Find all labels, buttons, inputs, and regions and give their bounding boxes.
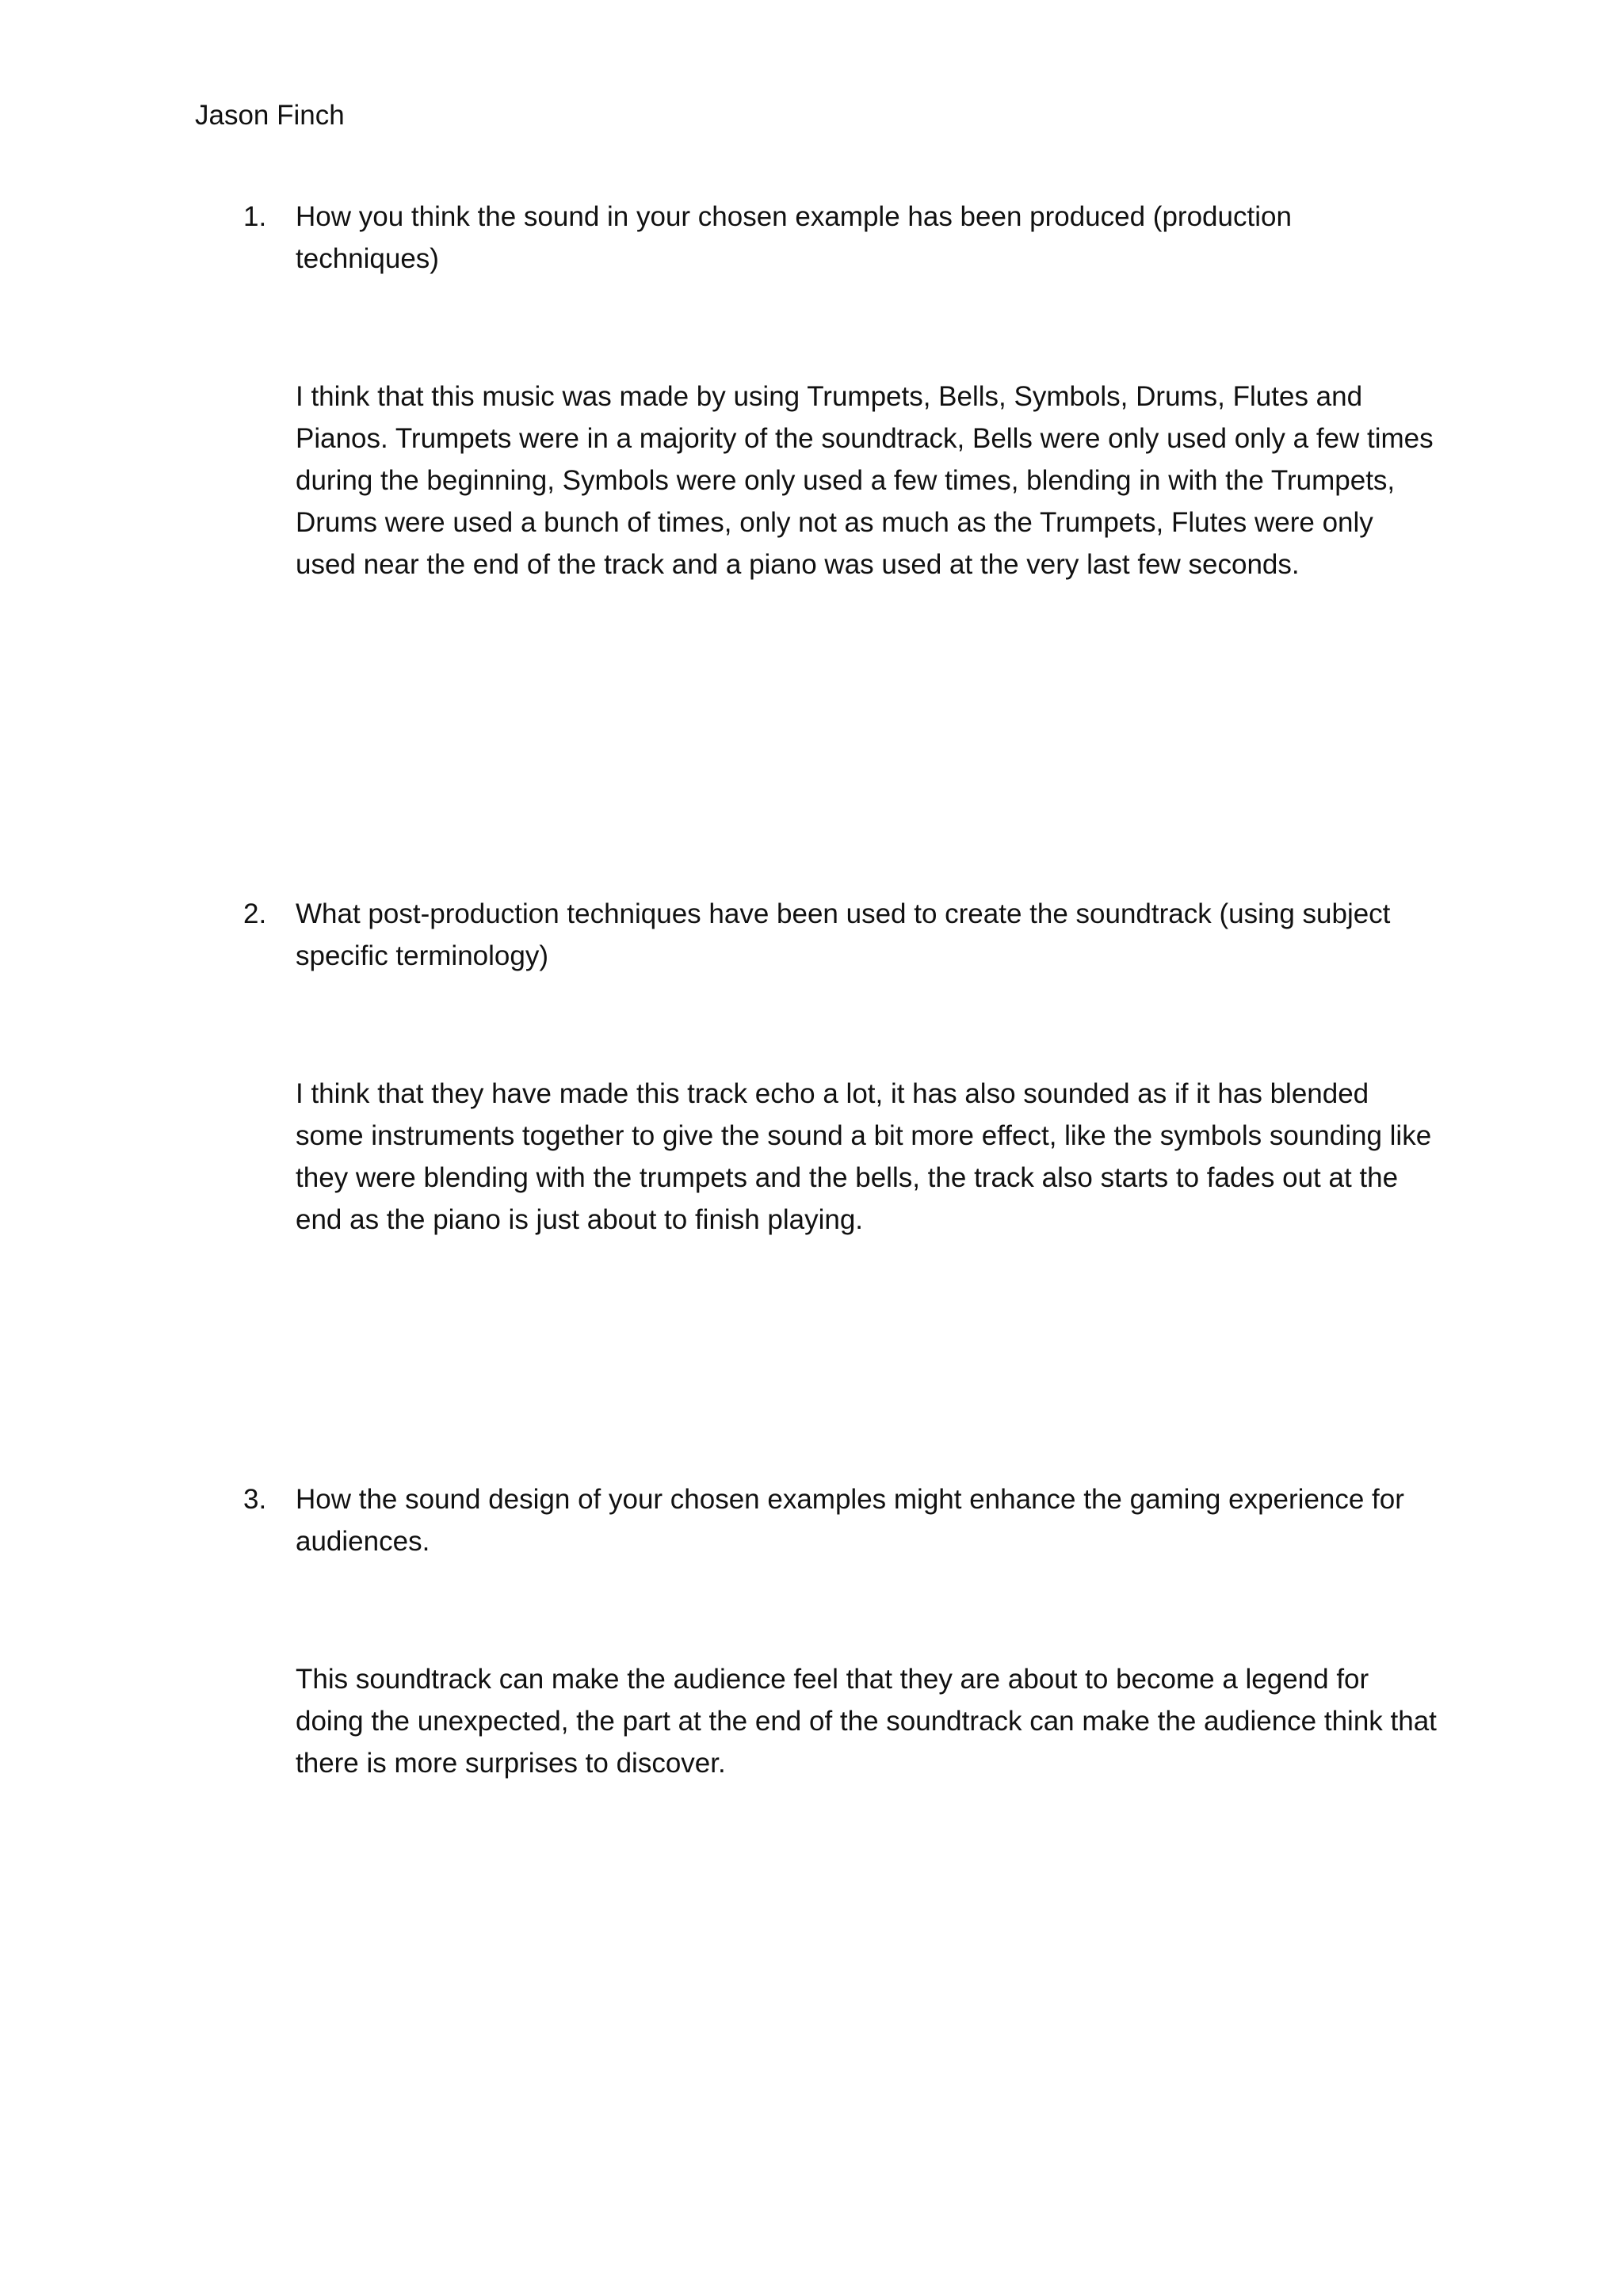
question-text: What post-production techniques have been used to create the soundtrack (using subject specific terminology) [296, 898, 1391, 971]
question-2 [243, 893, 1432, 977]
question-number: 1. [243, 201, 267, 232]
author-name: Jason Finch [195, 100, 345, 131]
answer-2: I think that they have made this track echo a lot, it has also sounded as if it has blended some instruments together to give the sound a bit more effect, like the symbols sounding like they were blending with the trumpets and the bells, the track also starts to fades out at the end as the piano is just about to finish playing. [296, 1078, 1432, 1235]
answer-3: This soundtrack can make the audience feel that they are about to become a legend for doing the unexpected, the part at the end of the soundtrack can make the audience think that there is more surprises to discover. [296, 1664, 1437, 1779]
question-number: 2. [243, 898, 267, 929]
question-text: How you think the sound in your chosen example has been produced (production techniques) [296, 201, 1292, 274]
question-text: How the sound design of your chosen examples might enhance the gaming experience for audiences. [296, 1484, 1404, 1557]
answer-1: I think that this music was made by using Trumpets, Bells, Symbols, Drums, Flutes and Pianos. Trumpets were in a majority of the soundtrack, Bells were only used only a few times during the beginning, Symbols were only used a few times, blending in with the Trumpets, Drums were used a bunch of times, only not as much as the Trumpets, Flutes were only used near the end of the track and a piano was used at the very last few seconds. [296, 381, 1434, 580]
question-number: 3. [243, 1484, 267, 1515]
question-1 [243, 196, 1432, 280]
question-3 [243, 1478, 1432, 1562]
